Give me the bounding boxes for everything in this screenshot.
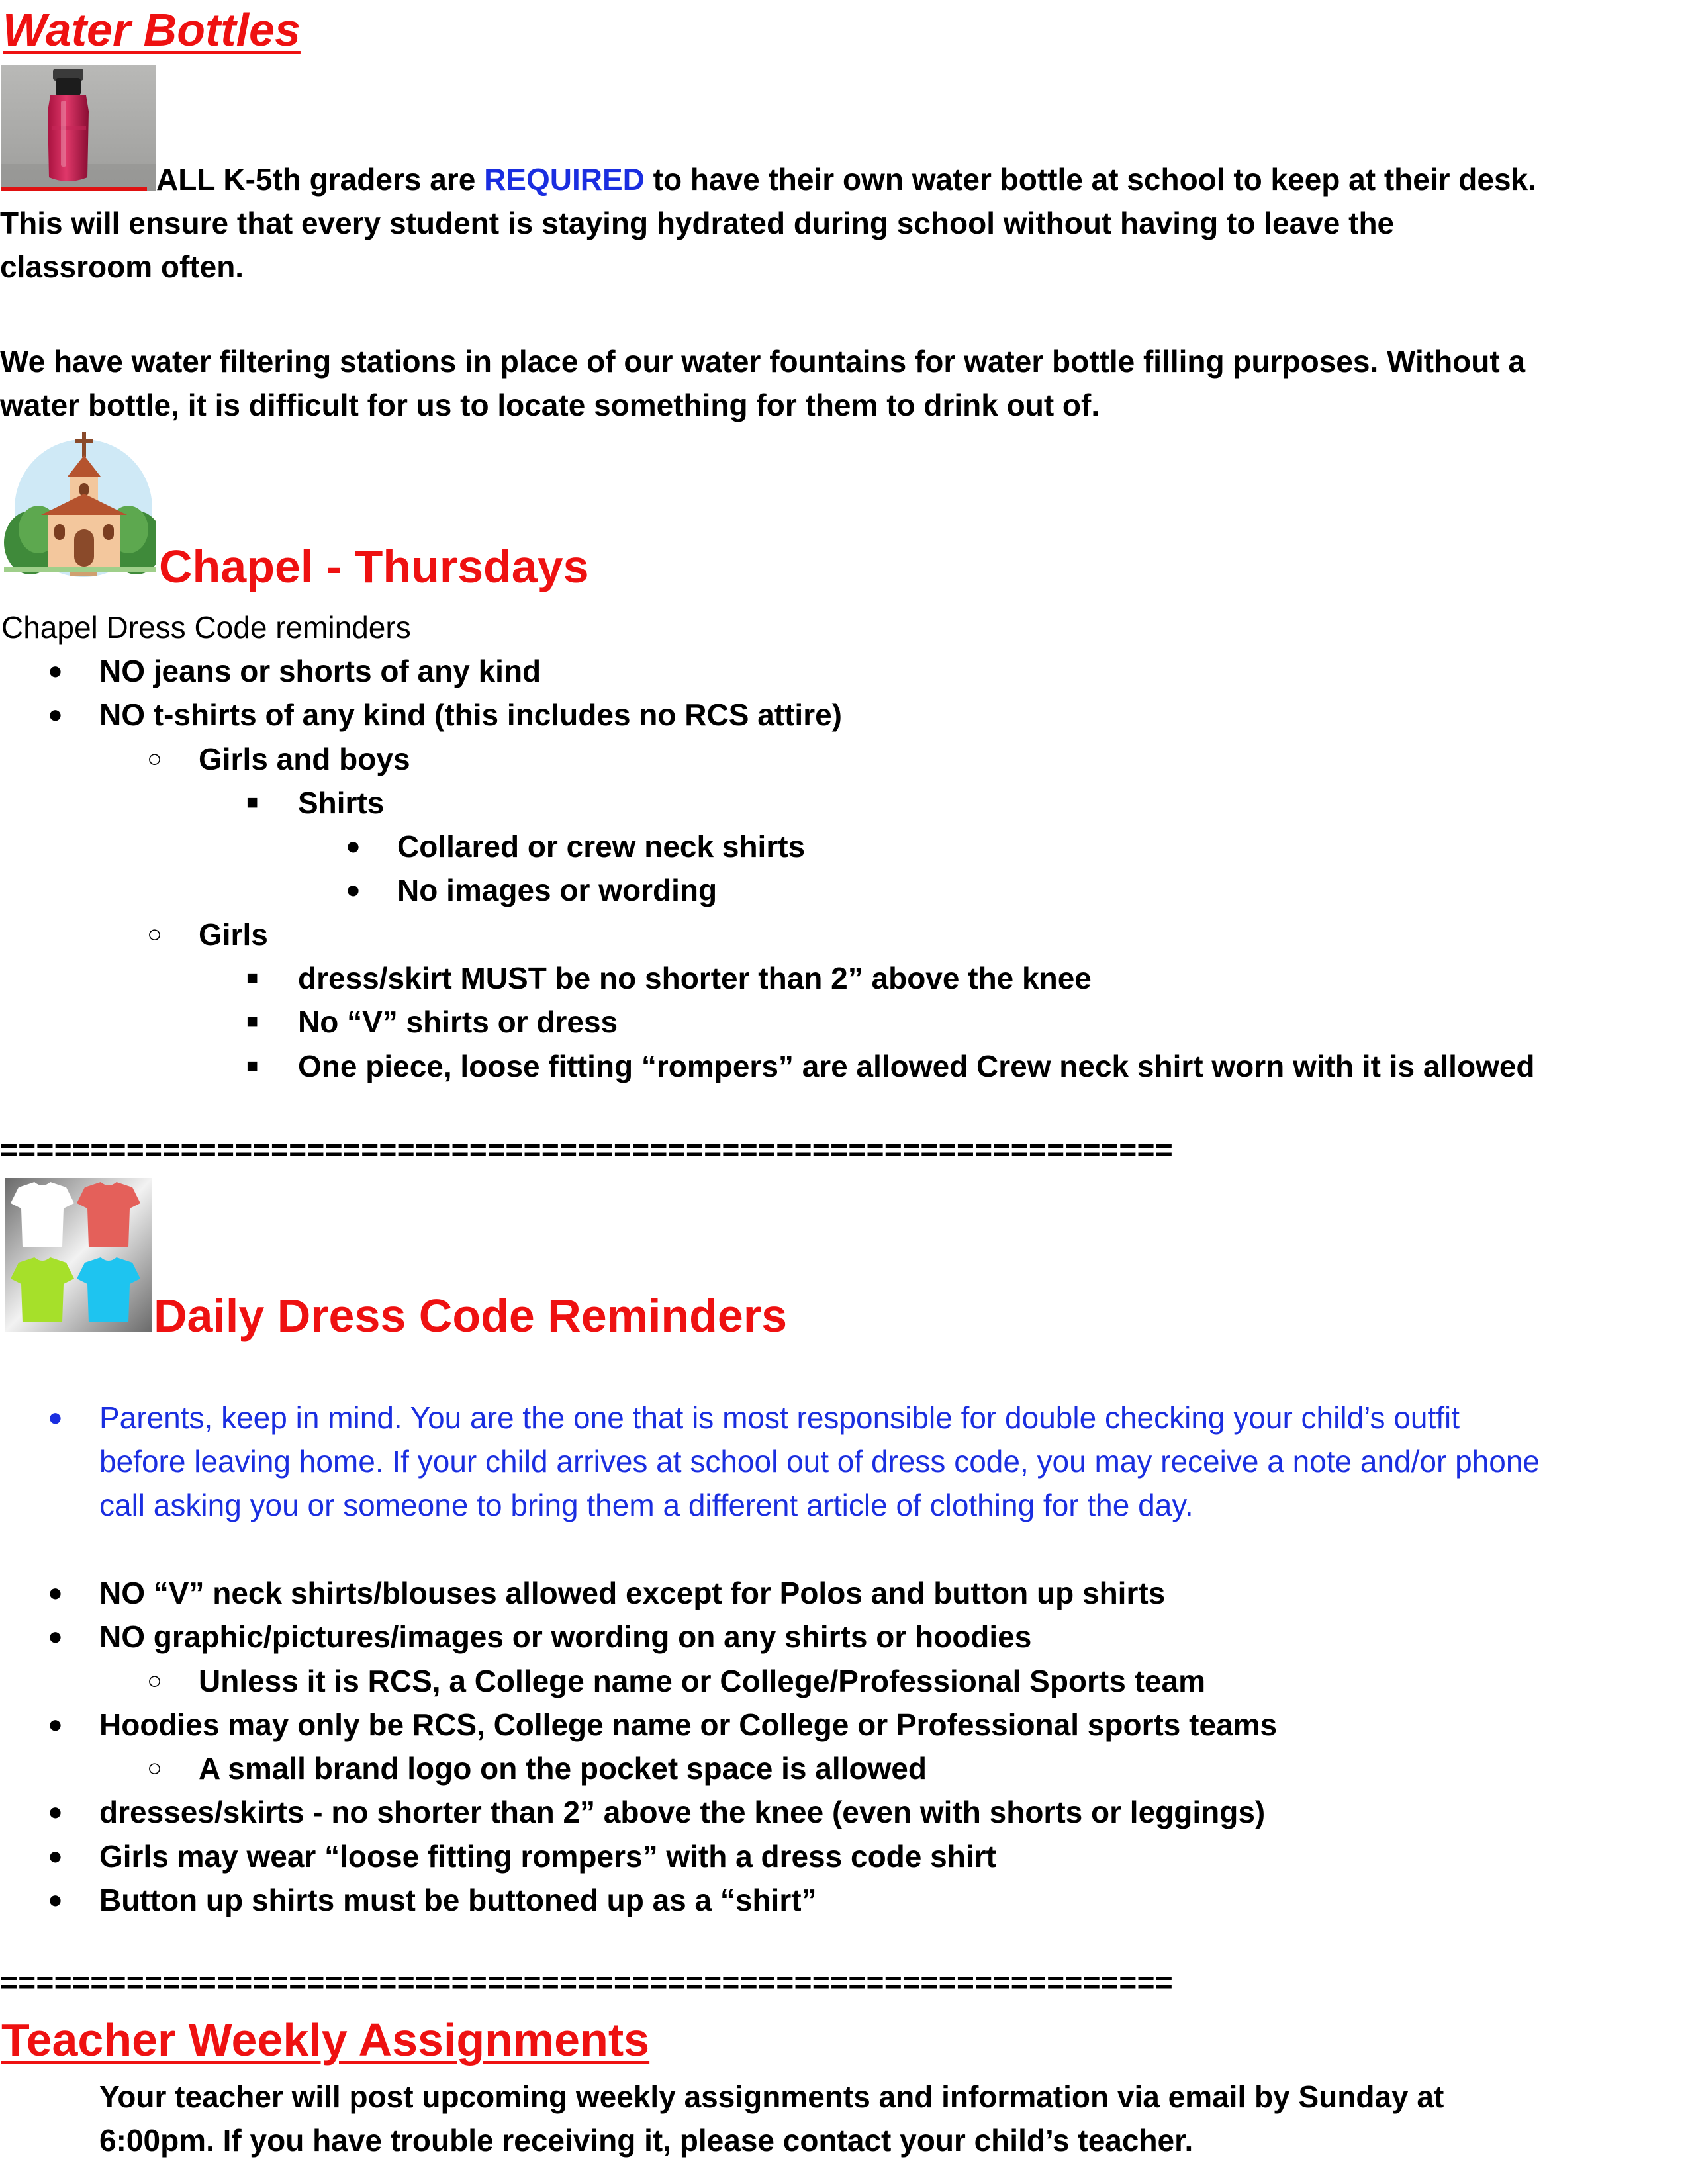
list-item <box>0 737 1535 781</box>
bullet-square-icon: ■ <box>246 967 259 989</box>
daily-list <box>0 1571 1277 1922</box>
required-emphasis: REQUIRED <box>484 162 645 197</box>
list-item <box>0 1703 1277 1747</box>
teacher-paragraph <box>99 2075 1444 2162</box>
bullet-disc-icon: ● <box>48 1798 63 1827</box>
teacher-line-1: Your teacher will post upcoming weekly assignments and information via email by Sunday at <box>99 2079 1444 2114</box>
list-item-text: Girls <box>199 917 268 952</box>
list-item-text: NO jeans or shorts of any kind <box>99 654 541 688</box>
water-line-1-post: to have their own water bottle at school to keep at their desk. <box>644 162 1536 197</box>
bullet-circle-icon: ○ <box>147 745 162 773</box>
bullet-square-icon: ■ <box>246 791 259 813</box>
list-item-text: No images or wording <box>397 873 718 908</box>
list-item <box>0 1747 1277 1790</box>
list-item <box>0 825 1535 868</box>
list-item-text: dresses/skirts - no shorter than 2” above the knee (even with shorts or leggings) <box>99 1795 1266 1830</box>
bullet-disc-icon: ● <box>346 833 361 861</box>
bullet-disc-icon: ● <box>48 1710 63 1739</box>
water-paragraph-2 <box>0 340 1675 427</box>
list-item-text: No “V” shirts or dress <box>298 1005 618 1040</box>
list-item-text: A small brand logo on the pocket space is allowed <box>199 1751 927 1786</box>
list-item <box>0 649 1535 693</box>
section-divider: ================================================================= <box>0 1132 1174 1167</box>
list-item <box>0 781 1535 825</box>
list-item <box>0 1571 1277 1615</box>
tshirts-icon <box>5 1178 152 1332</box>
list-item <box>0 1044 1535 1088</box>
chapel-title: Chapel - Thursdays <box>159 541 589 592</box>
list-item <box>0 1878 1277 1922</box>
bullet-disc-icon: ● <box>48 657 63 685</box>
parent-note <box>0 1396 1681 1527</box>
chapel-list <box>0 649 1535 1088</box>
bullet-disc-icon: ● <box>48 701 63 729</box>
list-item-text: NO “V” neck shirts/blouses allowed except for Polos and button up shirts <box>99 1576 1166 1610</box>
list-item-text: Girls and boys <box>199 741 410 776</box>
list-item-text: Unless it is RCS, a College name or College/Professional Sports team <box>199 1663 1205 1698</box>
list-item <box>0 956 1535 1000</box>
list-item <box>0 868 1535 912</box>
list-item-text: Girls may wear “loose fitting rompers” with a dress code shirt <box>99 1839 996 1874</box>
list-item-text: Shirts <box>298 785 385 820</box>
list-item <box>0 693 1535 737</box>
water-para2-line-1: We have water filtering stations in place of our water fountains for water bottle filling purposes. Without a <box>0 344 1526 379</box>
list-item-text: Button up shirts must be buttoned up as a “shirt” <box>99 1883 817 1918</box>
daily-dress-code-title: Daily Dress Code Reminders <box>154 1290 788 1342</box>
chapel-subtitle: Chapel Dress Code reminders <box>1 610 411 645</box>
water-line-3: classroom often. <box>0 250 244 284</box>
bullet-circle-icon: ○ <box>147 1754 162 1783</box>
list-item <box>0 1000 1535 1044</box>
list-item-text: Hoodies may only be RCS, College name or College or Professional sports teams <box>99 1707 1278 1742</box>
water-paragraph-1 <box>0 158 1675 289</box>
bullet-circle-icon: ○ <box>147 920 162 948</box>
bullet-square-icon: ■ <box>246 1011 259 1033</box>
water-para2-line-2: water bottle, it is difficult for us to locate something for them to drink out of. <box>0 388 1100 422</box>
bullet-square-icon: ■ <box>246 1054 259 1077</box>
water-line-1 <box>0 158 1675 201</box>
parent-note-line-1 <box>0 1396 1681 1439</box>
bullet-circle-icon: ○ <box>147 1666 162 1695</box>
water-bottles-title: Water Bottles <box>3 4 301 56</box>
water-line-1-pre: ALL K-5th graders are <box>156 162 485 197</box>
list-item-text: dress/skirt MUST be no shorter than 2” above the knee <box>298 961 1092 996</box>
bullet-disc-icon: ● <box>48 1579 63 1607</box>
list-item-text: NO t-shirts of any kind (this includes no RCS attire) <box>99 698 842 733</box>
list-item <box>0 913 1535 956</box>
list-item-text: NO graphic/pictures/images or wording on any shirts or hoodies <box>99 1619 1032 1655</box>
parent-note-line-2: before leaving home. If your child arrives at school out of dress code, you may receive a note and/or phone <box>99 1444 1540 1479</box>
list-item <box>0 1790 1277 1834</box>
section-divider: ================================================================= <box>0 1965 1174 1999</box>
list-item <box>0 1615 1277 1659</box>
bullet-disc-icon: ● <box>346 876 361 905</box>
teacher-line-2: 6:00pm. If you have trouble receiving it, please contact your child’s teacher. <box>99 2123 1194 2158</box>
church-icon <box>4 430 156 582</box>
bullet-disc-icon: ● <box>48 1623 63 1651</box>
bullet-disc-icon: ● <box>48 1404 63 1432</box>
bullet-disc-icon: ● <box>48 1842 63 1870</box>
bullet-disc-icon: ● <box>48 1886 63 1915</box>
list-item-text: One piece, loose fitting “rompers” are allowed Crew neck shirt worn with it is allowed <box>298 1048 1535 1083</box>
parent-note-line-3: call asking you or someone to bring them a different article of clothing for the day. <box>99 1488 1194 1522</box>
list-item <box>0 1835 1277 1878</box>
list-item <box>0 1659 1277 1703</box>
list-item-text: Collared or crew neck shirts <box>397 829 806 864</box>
water-line-2: This will ensure that every student is staying hydrated during school without having to leave the <box>0 206 1395 240</box>
parent-note-text-1: Parents, keep in mind. You are the one that is most responsible for double checking your child’s outfit <box>99 1400 1460 1435</box>
teacher-assignments-title: Teacher Weekly Assignments <box>1 2014 650 2066</box>
